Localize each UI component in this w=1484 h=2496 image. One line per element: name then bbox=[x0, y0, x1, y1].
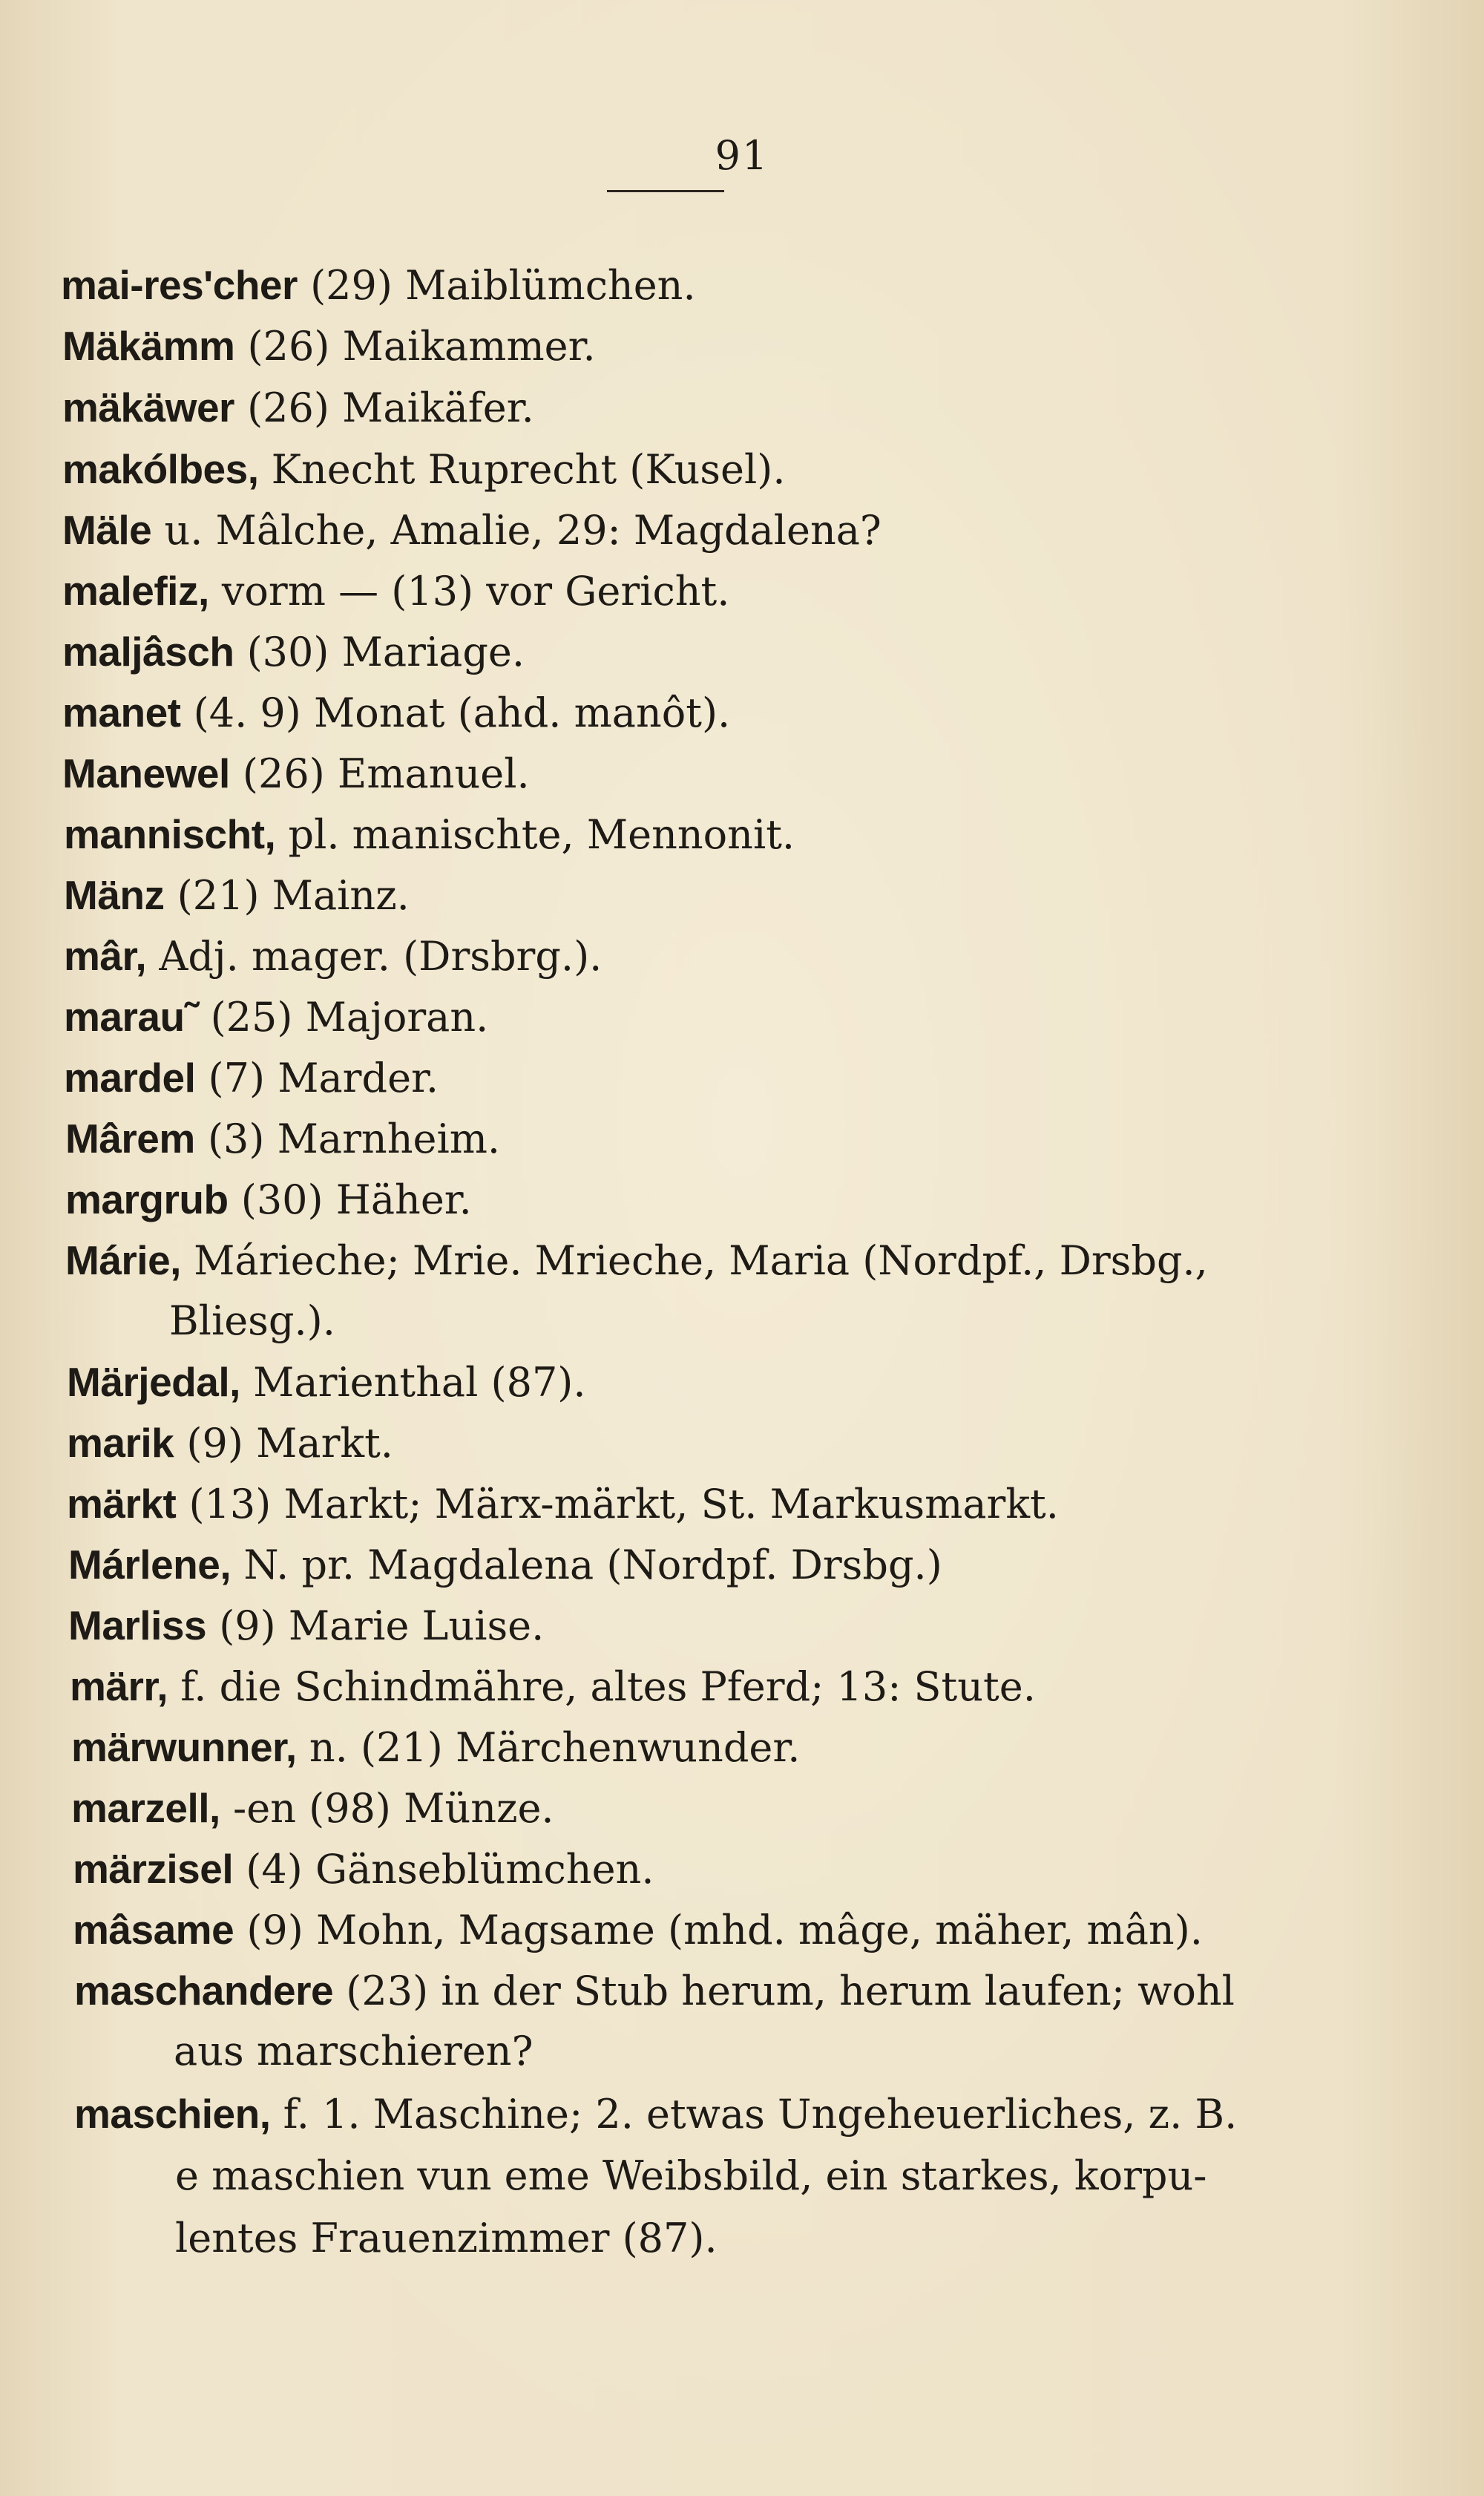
entry-line bbox=[71, 1783, 554, 1834]
definition: (21) Mainz. bbox=[164, 872, 410, 919]
entry-line bbox=[74, 1965, 1235, 2017]
entry-line bbox=[175, 2151, 1207, 2201]
headword: maschandere bbox=[74, 1968, 334, 2014]
definition: (26) Maikäfer. bbox=[234, 384, 534, 431]
definition: (13) Markt; Märx-märkt, St. Markusmarkt. bbox=[176, 1481, 1059, 1527]
entry-line bbox=[64, 931, 602, 982]
headword: manet bbox=[62, 689, 181, 736]
definition: f. die Schindmähre, altes Pferd; 13: Stute. bbox=[168, 1663, 1036, 1710]
entry-line bbox=[65, 1174, 472, 1225]
entry-line bbox=[67, 1357, 586, 1408]
definition: (9) Marie Luise. bbox=[206, 1602, 545, 1649]
entry-line bbox=[64, 870, 410, 921]
headword: maljâsch bbox=[62, 629, 234, 675]
definition: (30) Häher. bbox=[228, 1176, 472, 1223]
entry-line bbox=[71, 1722, 800, 1773]
headword: maschien, bbox=[74, 2091, 271, 2137]
definition: vorm — (13) vor Gericht. bbox=[209, 568, 730, 615]
entry-line bbox=[68, 1539, 942, 1591]
entry-line bbox=[73, 1904, 1203, 1956]
definition: (7) Marder. bbox=[195, 1055, 439, 1101]
headword: märkt bbox=[67, 1481, 177, 1527]
entry-line bbox=[62, 566, 729, 617]
headword: Márlene, bbox=[68, 1542, 232, 1588]
entry-line bbox=[64, 809, 795, 860]
headword: märwunner, bbox=[71, 1724, 297, 1770]
headword: malefiz, bbox=[62, 568, 209, 614]
entry-line bbox=[64, 1052, 439, 1104]
definition: Bliesg.). bbox=[169, 1297, 335, 1344]
headword: makólbes, bbox=[62, 446, 259, 492]
definition: f. 1. Maschine; 2. etwas Ungeheuerliches, z. B. bbox=[270, 2091, 1238, 2138]
entry-line bbox=[67, 1418, 393, 1469]
entry-line bbox=[62, 444, 785, 495]
entry-line bbox=[70, 1661, 1036, 1712]
definition: e maschien vun eme Weibsbild, ein starkes, korpu- bbox=[175, 2152, 1207, 2199]
headword: Mäle bbox=[62, 507, 152, 553]
definition: pl. manischte, Mennonit. bbox=[275, 811, 795, 858]
entry-line bbox=[169, 1296, 335, 1346]
definition: u. Mâlche, Amalie, 29: Magdalena? bbox=[151, 507, 881, 554]
definition: (26) Maikammer. bbox=[234, 323, 596, 370]
headword: märr, bbox=[70, 1663, 168, 1709]
definition: Márieche; Mrie. Mrieche, Maria (Nordpf., Drsbg., bbox=[180, 1237, 1208, 1284]
headword: marik bbox=[67, 1420, 174, 1466]
entry-line bbox=[74, 2089, 1237, 2140]
headword: marau˜ bbox=[64, 994, 198, 1040]
headword: Manewel bbox=[62, 750, 230, 796]
definition: (3) Marnheim. bbox=[194, 1116, 501, 1162]
headword: märzisel bbox=[73, 1846, 234, 1892]
headword: Mänz bbox=[64, 872, 165, 918]
definition: (29) Maiblümchen. bbox=[297, 262, 696, 309]
definition: (4. 9) Monat (ahd. manôt). bbox=[180, 689, 731, 736]
definition: (4) Gänseblümchen. bbox=[233, 1846, 654, 1893]
definition: N. pr. Magdalena (Nordpf. Drsbg.) bbox=[231, 1542, 942, 1588]
headword: Márie, bbox=[65, 1237, 181, 1283]
headword: mâsame bbox=[73, 1907, 234, 1953]
headword: marzell, bbox=[71, 1785, 220, 1831]
entry-line bbox=[62, 748, 530, 799]
definition: Adj. mager. (Drsbrg.). bbox=[146, 933, 603, 980]
definition: (30) Mariage. bbox=[234, 629, 525, 675]
entry-line bbox=[62, 626, 525, 678]
entry-line bbox=[68, 1600, 544, 1651]
entry-line bbox=[67, 1478, 1059, 1530]
definition: (9) Mohn, Magsame (mhd. mâge, mäher, mân). bbox=[234, 1907, 1203, 1953]
entry-line bbox=[62, 382, 534, 433]
headword: mannischt, bbox=[64, 811, 276, 857]
headword: margrub bbox=[65, 1176, 229, 1222]
headword: mäkäwer bbox=[62, 384, 234, 430]
headword: Märjedal, bbox=[67, 1359, 240, 1405]
definition: n. (21) Märchenwunder. bbox=[296, 1724, 801, 1771]
entry-line bbox=[65, 1113, 500, 1165]
definition: lentes Frauenzimmer (87). bbox=[175, 2215, 718, 2261]
definition: (9) Markt. bbox=[174, 1420, 393, 1467]
definition: (23) in der Stub herum, herum laufen; wohl bbox=[333, 1968, 1235, 2014]
definition: aus marschieren? bbox=[174, 2028, 533, 2074]
entry-line bbox=[61, 260, 696, 311]
definition: Knecht Ruprecht (Kusel). bbox=[258, 446, 786, 493]
headword: Mârem bbox=[65, 1116, 195, 1162]
entry-line bbox=[65, 1235, 1208, 1286]
page-number: 91 bbox=[715, 132, 769, 179]
entry-line bbox=[62, 505, 881, 556]
definition: Marienthal (87). bbox=[240, 1359, 586, 1406]
entry-line bbox=[174, 2026, 533, 2077]
headword: Marliss bbox=[68, 1602, 207, 1648]
definition: -en (98) Münze. bbox=[220, 1785, 554, 1832]
definition: (25) Majoran. bbox=[197, 994, 489, 1041]
entry-line bbox=[64, 992, 488, 1043]
entry-line bbox=[73, 1844, 654, 1895]
headword: mâr, bbox=[64, 933, 147, 979]
headword: mardel bbox=[64, 1055, 196, 1101]
entry-line bbox=[175, 2213, 718, 2264]
definition: (26) Emanuel. bbox=[229, 750, 530, 797]
headword: mai-res'cher bbox=[61, 262, 298, 308]
entry-line bbox=[62, 687, 730, 738]
entry-line bbox=[62, 321, 596, 372]
headword: Mäkämm bbox=[62, 323, 235, 369]
